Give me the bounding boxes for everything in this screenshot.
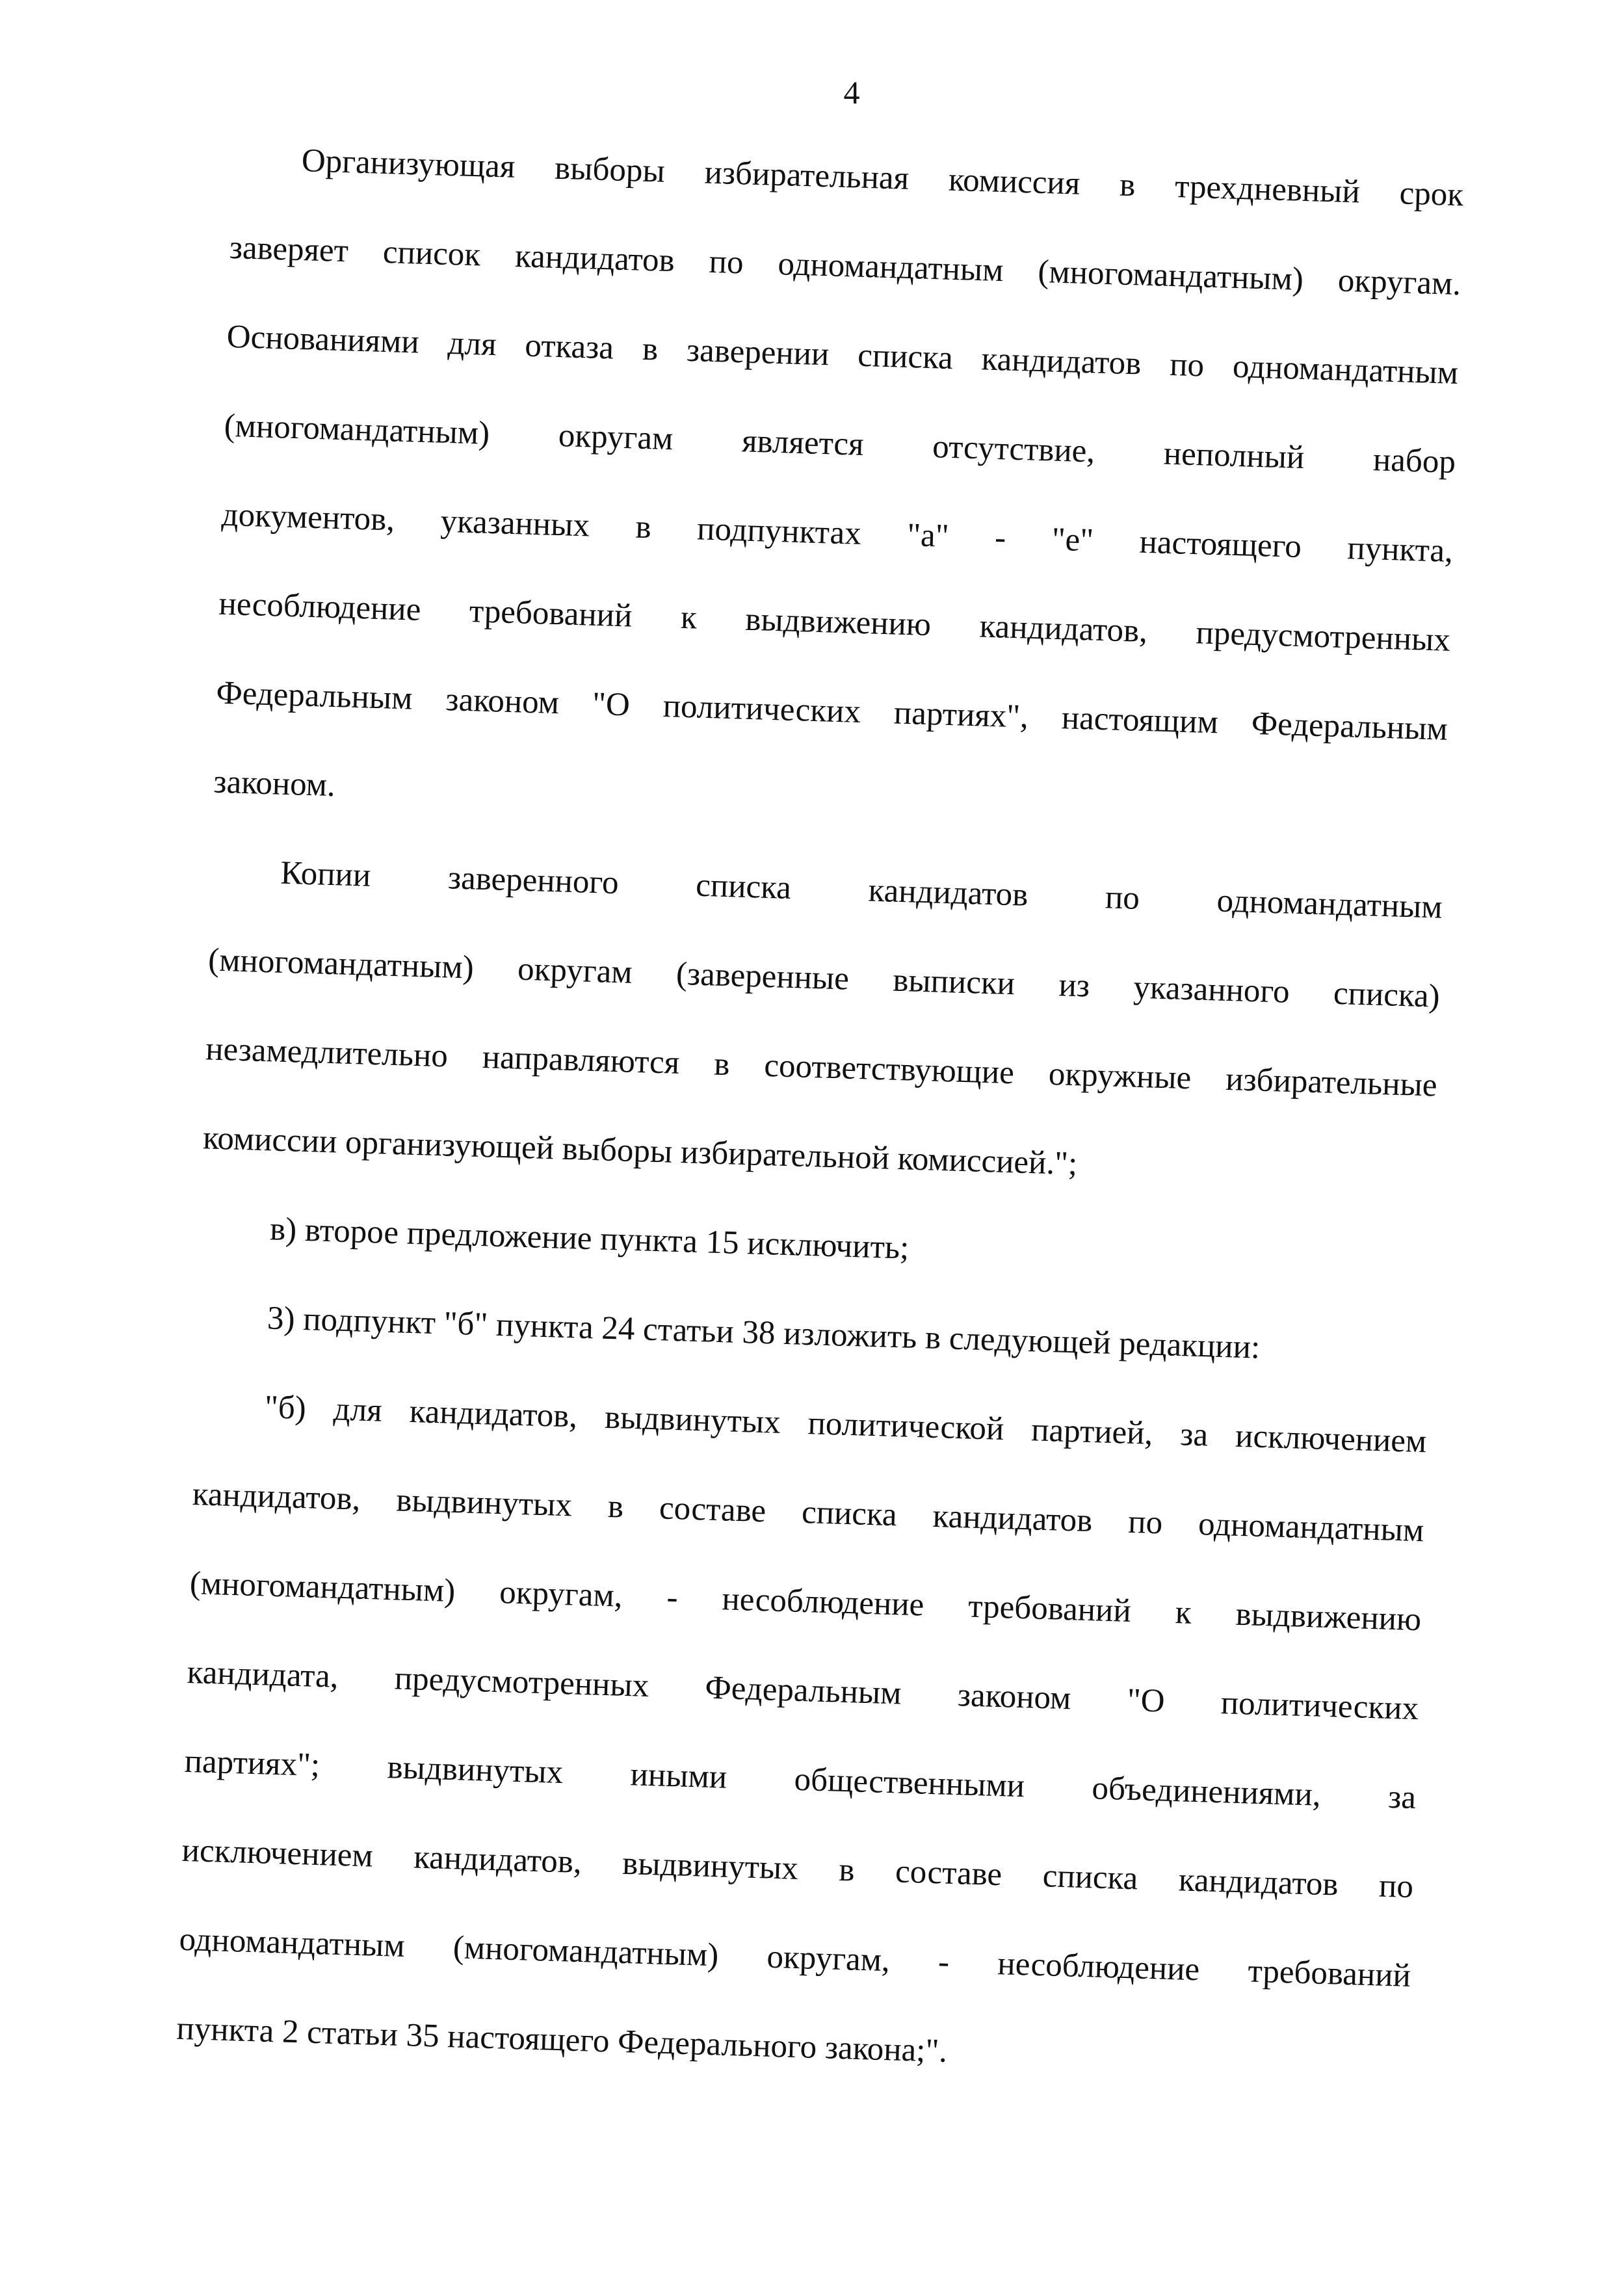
text-line: исключением кандидатов, выдвинутых в составе списка кандидатов по bbox=[181, 1832, 1414, 1906]
text-line: незамедлительно направляются в соответствующие окружные избирательные bbox=[205, 1031, 1438, 1104]
text-line: кандидата, предусмотренных Федеральным законом "О политических bbox=[187, 1654, 1419, 1728]
page-number: 4 bbox=[843, 74, 860, 111]
text-line: несоблюдение требований к выдвижению кандидатов, предусмотренных bbox=[218, 585, 1451, 659]
text-line: Копии заверенного списка кандидатов по одномандатным bbox=[280, 854, 1443, 926]
text-line: комиссии организующей выборы избирательной комиссией."; bbox=[202, 1120, 1078, 1183]
text-line: (многомандатным) округам (заверенные выписки из указанного списка) bbox=[207, 942, 1441, 1015]
text-line: Организующая выборы избирательная комиссия в трехдневный срок bbox=[301, 142, 1464, 214]
text-line: одномандатным (многомандатным) округам, - несоблюдение требований bbox=[178, 1921, 1411, 1994]
document-body bbox=[176, 114, 1465, 2110]
text-line: (многомандатным) округам является отсутствие, неполный набор bbox=[223, 407, 1456, 481]
text-line: (многомандатным) округам, - несоблюдение требований к выдвижению bbox=[189, 1565, 1422, 1639]
text-line: в) второе предложение пункта 15 исключить; bbox=[269, 1211, 910, 1267]
text-line: законом. bbox=[213, 763, 336, 804]
text-line: заверяет список кандидатов по одномандатным (многомандатным) округам. bbox=[229, 229, 1461, 303]
text-line: Основаниями для отказа в заверении списка кандидатов по одномандатным bbox=[226, 318, 1459, 392]
text-line: пункта 2 статьи 35 настоящего Федерального закона;". bbox=[176, 2010, 948, 2070]
text-line: документов, указанных в подпунктах "а" - "е" настоящего пункта, bbox=[220, 496, 1454, 570]
text-line: партиях"; выдвинутых иными общественными объединениями, за bbox=[183, 1743, 1417, 1817]
text-line: "б) для кандидатов, выдвинутых политической партией, за исключением bbox=[264, 1389, 1428, 1460]
text-line: Федеральным законом "О политических партиях", настоящим Федеральным bbox=[215, 674, 1448, 748]
text-line: кандидатов, выдвинутых в составе списка кандидатов по одномандатным bbox=[192, 1476, 1425, 1549]
text-line: 3) подпункт "б" пункта 24 статьи 38 изложить в следующей редакции: bbox=[267, 1300, 1261, 1366]
